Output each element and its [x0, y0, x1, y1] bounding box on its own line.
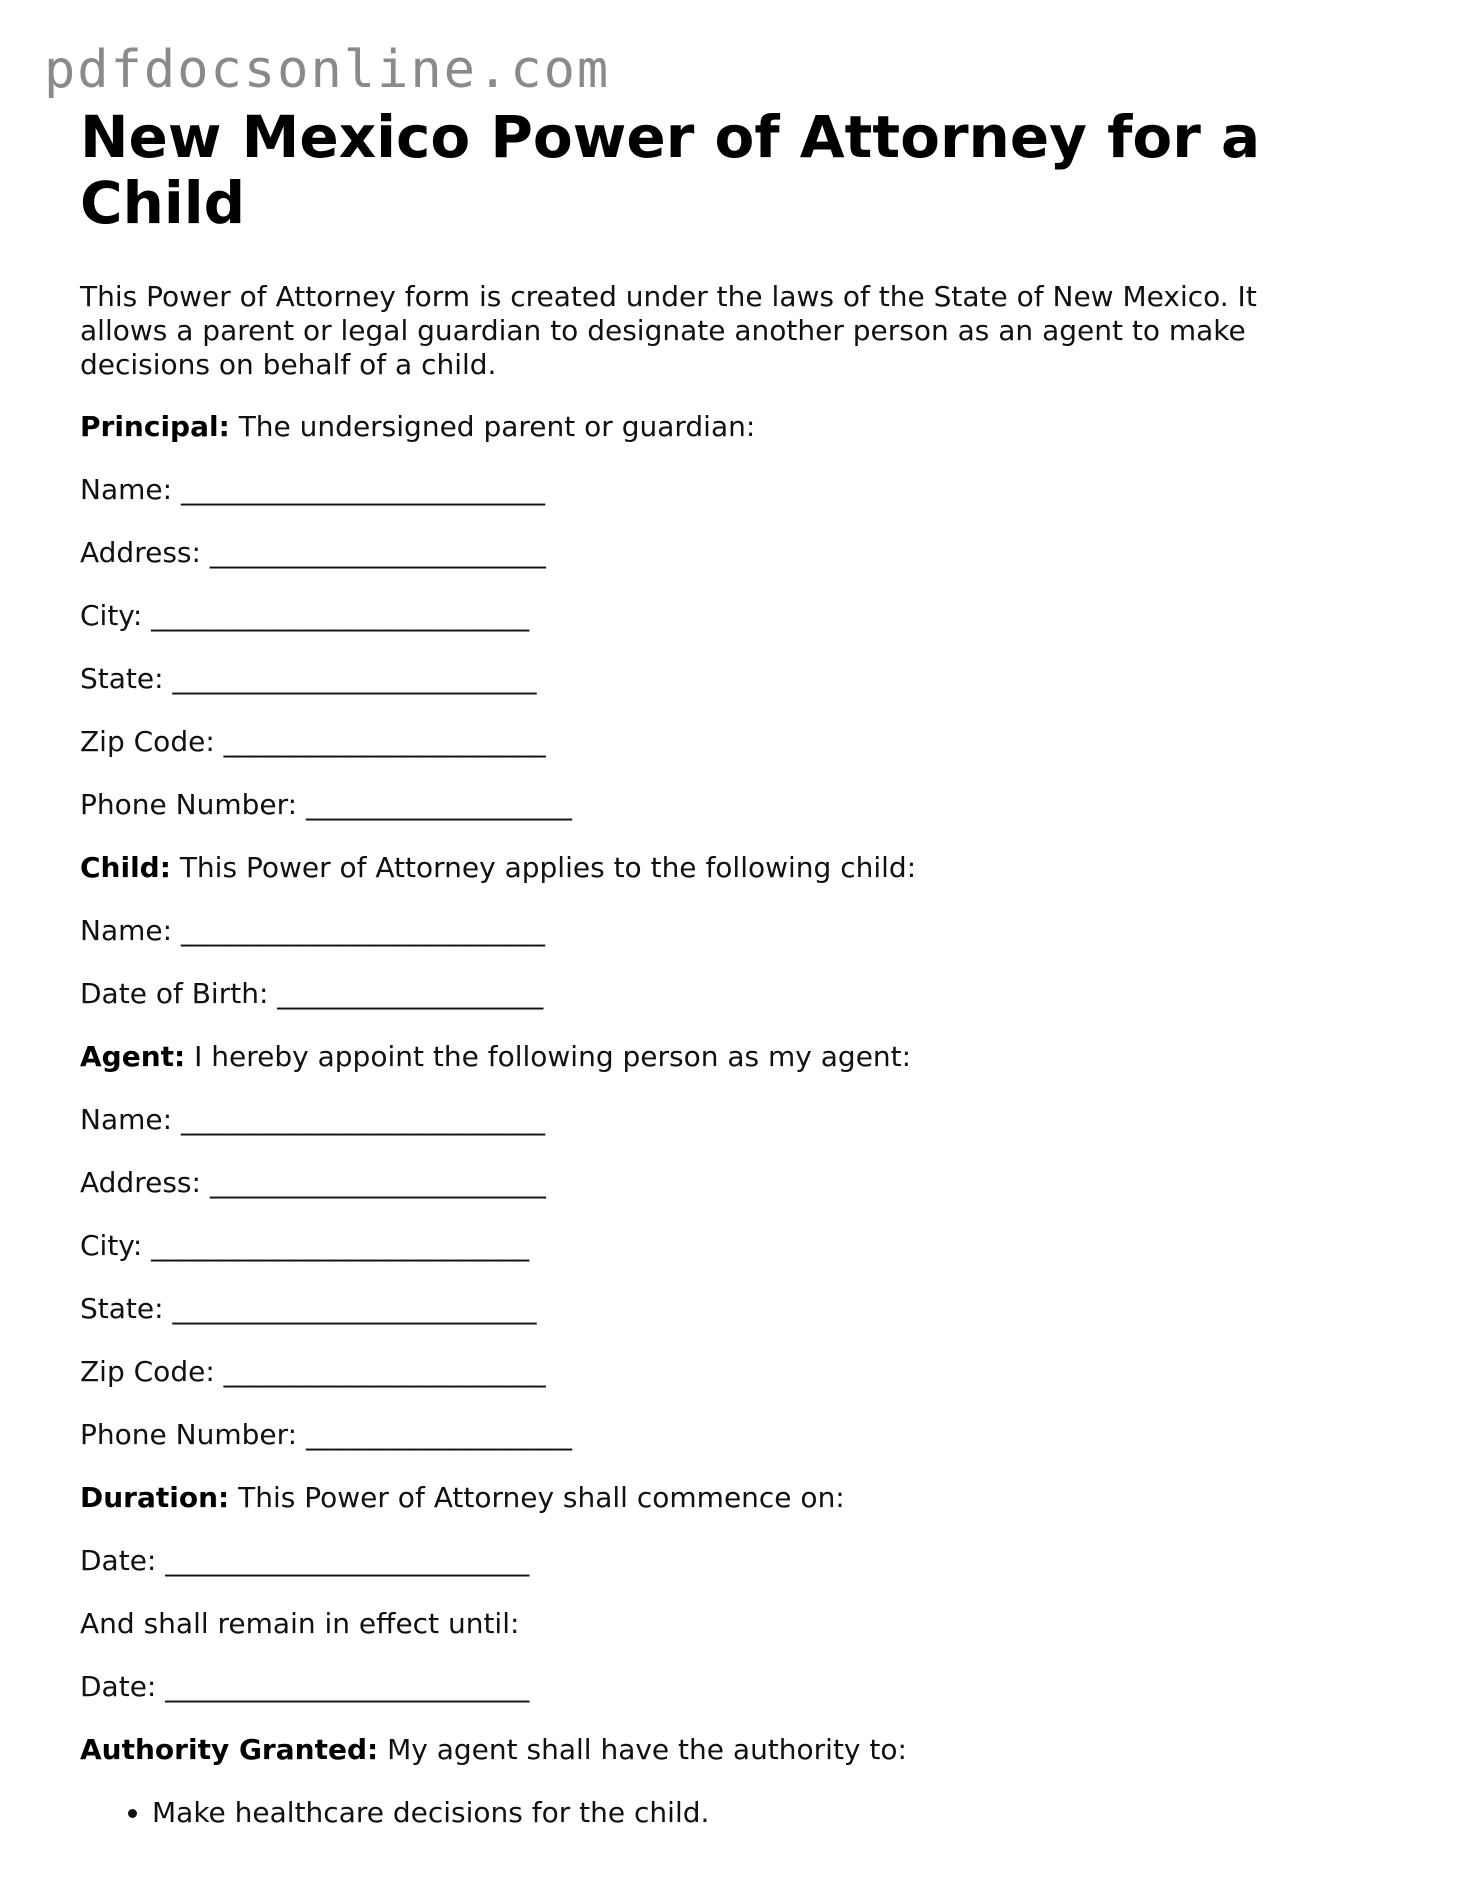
authority-list [80, 1796, 1400, 1830]
duration-section-heading [80, 1481, 1400, 1515]
principal-state-field[interactable]: State: __________________________ [80, 662, 537, 695]
principal-name-field[interactable]: Name: __________________________ [80, 473, 545, 506]
agent-section-heading [80, 1040, 1400, 1074]
principal-label: Principal: [80, 410, 230, 443]
principal-zip-field[interactable]: Zip Code: _______________________ [80, 725, 546, 758]
authority-section-heading [80, 1733, 1400, 1767]
watermark: pdfdocsonline.com [44, 40, 611, 100]
document-body [80, 104, 1400, 1830]
agent-label: Agent: [80, 1040, 186, 1073]
intro-paragraph: This Power of Attorney form is created under the laws of the State of New Mexico. It allows a parent or legal guardian to designate another person as an agent to make decisions on behalf of a child. [80, 280, 1257, 381]
duration-end-date-field[interactable]: Date: __________________________ [80, 1670, 530, 1703]
agent-zip-field[interactable]: Zip Code: _______________________ [80, 1355, 546, 1388]
principal-city-field[interactable]: City: ___________________________ [80, 599, 530, 632]
authority-text: My agent shall have the authority to: [378, 1733, 907, 1766]
agent-name-field[interactable]: Name: __________________________ [80, 1103, 545, 1136]
child-section-heading [80, 851, 1400, 885]
child-text: This Power of Attorney applies to the following child: [170, 851, 917, 884]
authority-label: Authority Granted: [80, 1733, 379, 1766]
principal-section-heading [80, 410, 1400, 444]
agent-state-field[interactable]: State: __________________________ [80, 1292, 537, 1325]
authority-item: • Make healthcare decisions for the child. [152, 1796, 1400, 1830]
child-dob-field[interactable]: Date of Birth: ___________________ [80, 977, 544, 1010]
duration-start-date-field[interactable]: Date: __________________________ [80, 1544, 530, 1577]
agent-text: I hereby appoint the following person as my agent: [185, 1040, 912, 1073]
duration-remain-text: And shall remain in effect until: [80, 1607, 520, 1640]
agent-city-field[interactable]: City: ___________________________ [80, 1229, 530, 1262]
principal-phone-field[interactable]: Phone Number: ___________________ [80, 788, 572, 821]
child-name-field[interactable]: Name: __________________________ [80, 914, 545, 947]
duration-text: This Power of Attorney shall commence on: [229, 1481, 845, 1514]
principal-address-field[interactable]: Address: ________________________ [80, 536, 546, 569]
child-label: Child: [80, 851, 171, 884]
document-title: New Mexico Power of Attorney for a Child [80, 103, 1261, 237]
agent-address-field[interactable]: Address: ________________________ [80, 1166, 546, 1199]
duration-label: Duration: [80, 1481, 230, 1514]
principal-text: The undersigned parent or guardian: [229, 410, 756, 443]
agent-phone-field[interactable]: Phone Number: ___________________ [80, 1418, 572, 1451]
